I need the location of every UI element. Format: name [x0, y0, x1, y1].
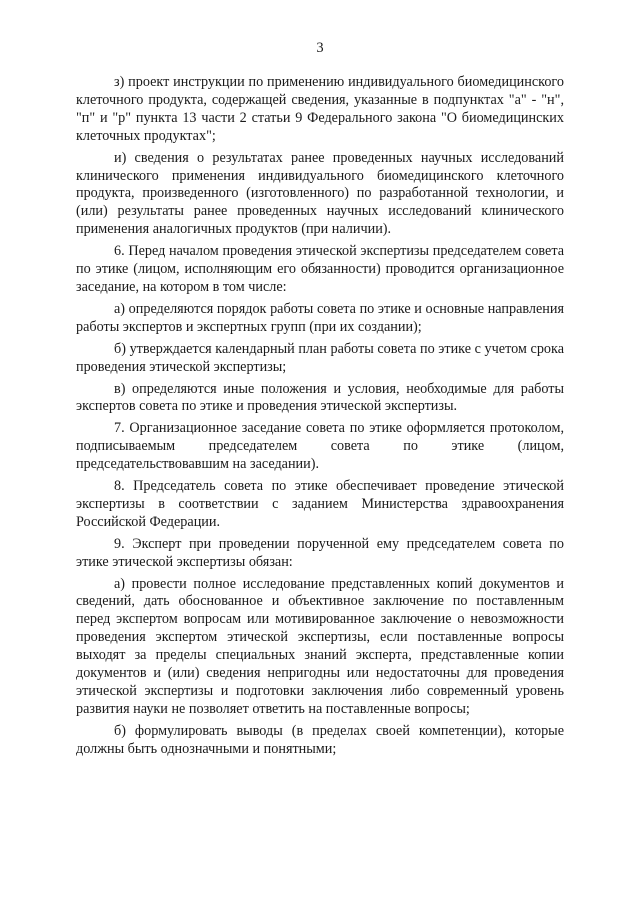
paragraph-6: 6. Перед началом проведения этической экспертизы председателем совета по этике (лицом, исполняющим его обязанности) проводится организационное заседание, на котором в том числе:: [76, 243, 564, 295]
paragraph-7: 7. Организационное заседание совета по этике оформляется протоколом, подписываемым председателем совета по этике (лицом, председательствовавшим на заседании).: [76, 420, 564, 473]
paragraph-item-i: и) сведения о результатах ранее проведенных научных исследований клинического применения индивидуального биомедицинского клеточного продукта, произведенного (изготовленного) по разработанной технологии, и (или) результаты ранее проведенных научных исследований клинического применения аналогичных продуктов (при наличии).: [76, 149, 564, 238]
paragraph-6-b: б) утверждается календарный план работы совета по этике с учетом срока проведения этической экспертизы;: [76, 340, 564, 375]
paragraph-8: 8. Председатель совета по этике обеспечивает проведение этической экспертизы в соответствии с заданием Министерства здравоохранения Российской Федерации.: [76, 478, 564, 530]
paragraph-6-a: а) определяются порядок работы совета по этике и основные направления работы экспертов и экспертных групп (при их создании);: [76, 300, 564, 335]
paragraph-item-z: з) проект инструкции по применению индивидуального биомедицинского клеточного продукта, содержащей сведения, указанные в подпунктах "а" - "н", "п" и "р" пункта 13 части 2 статьи 9 Федерального закона "О биомедицинских клеточных продуктах";: [76, 74, 564, 144]
page-number: 3: [316, 40, 324, 56]
paragraph-9-a: а) провести полное исследование представленных копий документов и сведений, дать обоснованное и объективное заключение по поставленным перед экспертом вопросам или мотивированное заключение о невозможности проведения экспертом этической экспертизы, если поставленные вопросы выходят за пределы специальных знаний эксперта, представленные копии документов и (или) сведения непригодны или недостаточны для проведения этической экспертизы и подготовки заключения либо современный уровень развития науки не позволяет ответить на поставленные вопросы;: [76, 575, 564, 717]
paragraph-6-v: в) определяются иные положения и условия, необходимые для работы экспертов совета по этике и проведения этической экспертизы.: [76, 380, 564, 415]
paragraph-9-b: б) формулировать выводы (в пределах своей компетенции), которые должны быть однозначными и понятными;: [76, 722, 564, 757]
paragraph-9: 9. Эксперт при проведении порученной ему председателем совета по этике этической экспертизы обязан:: [76, 535, 564, 570]
document-body: [76, 74, 564, 763]
